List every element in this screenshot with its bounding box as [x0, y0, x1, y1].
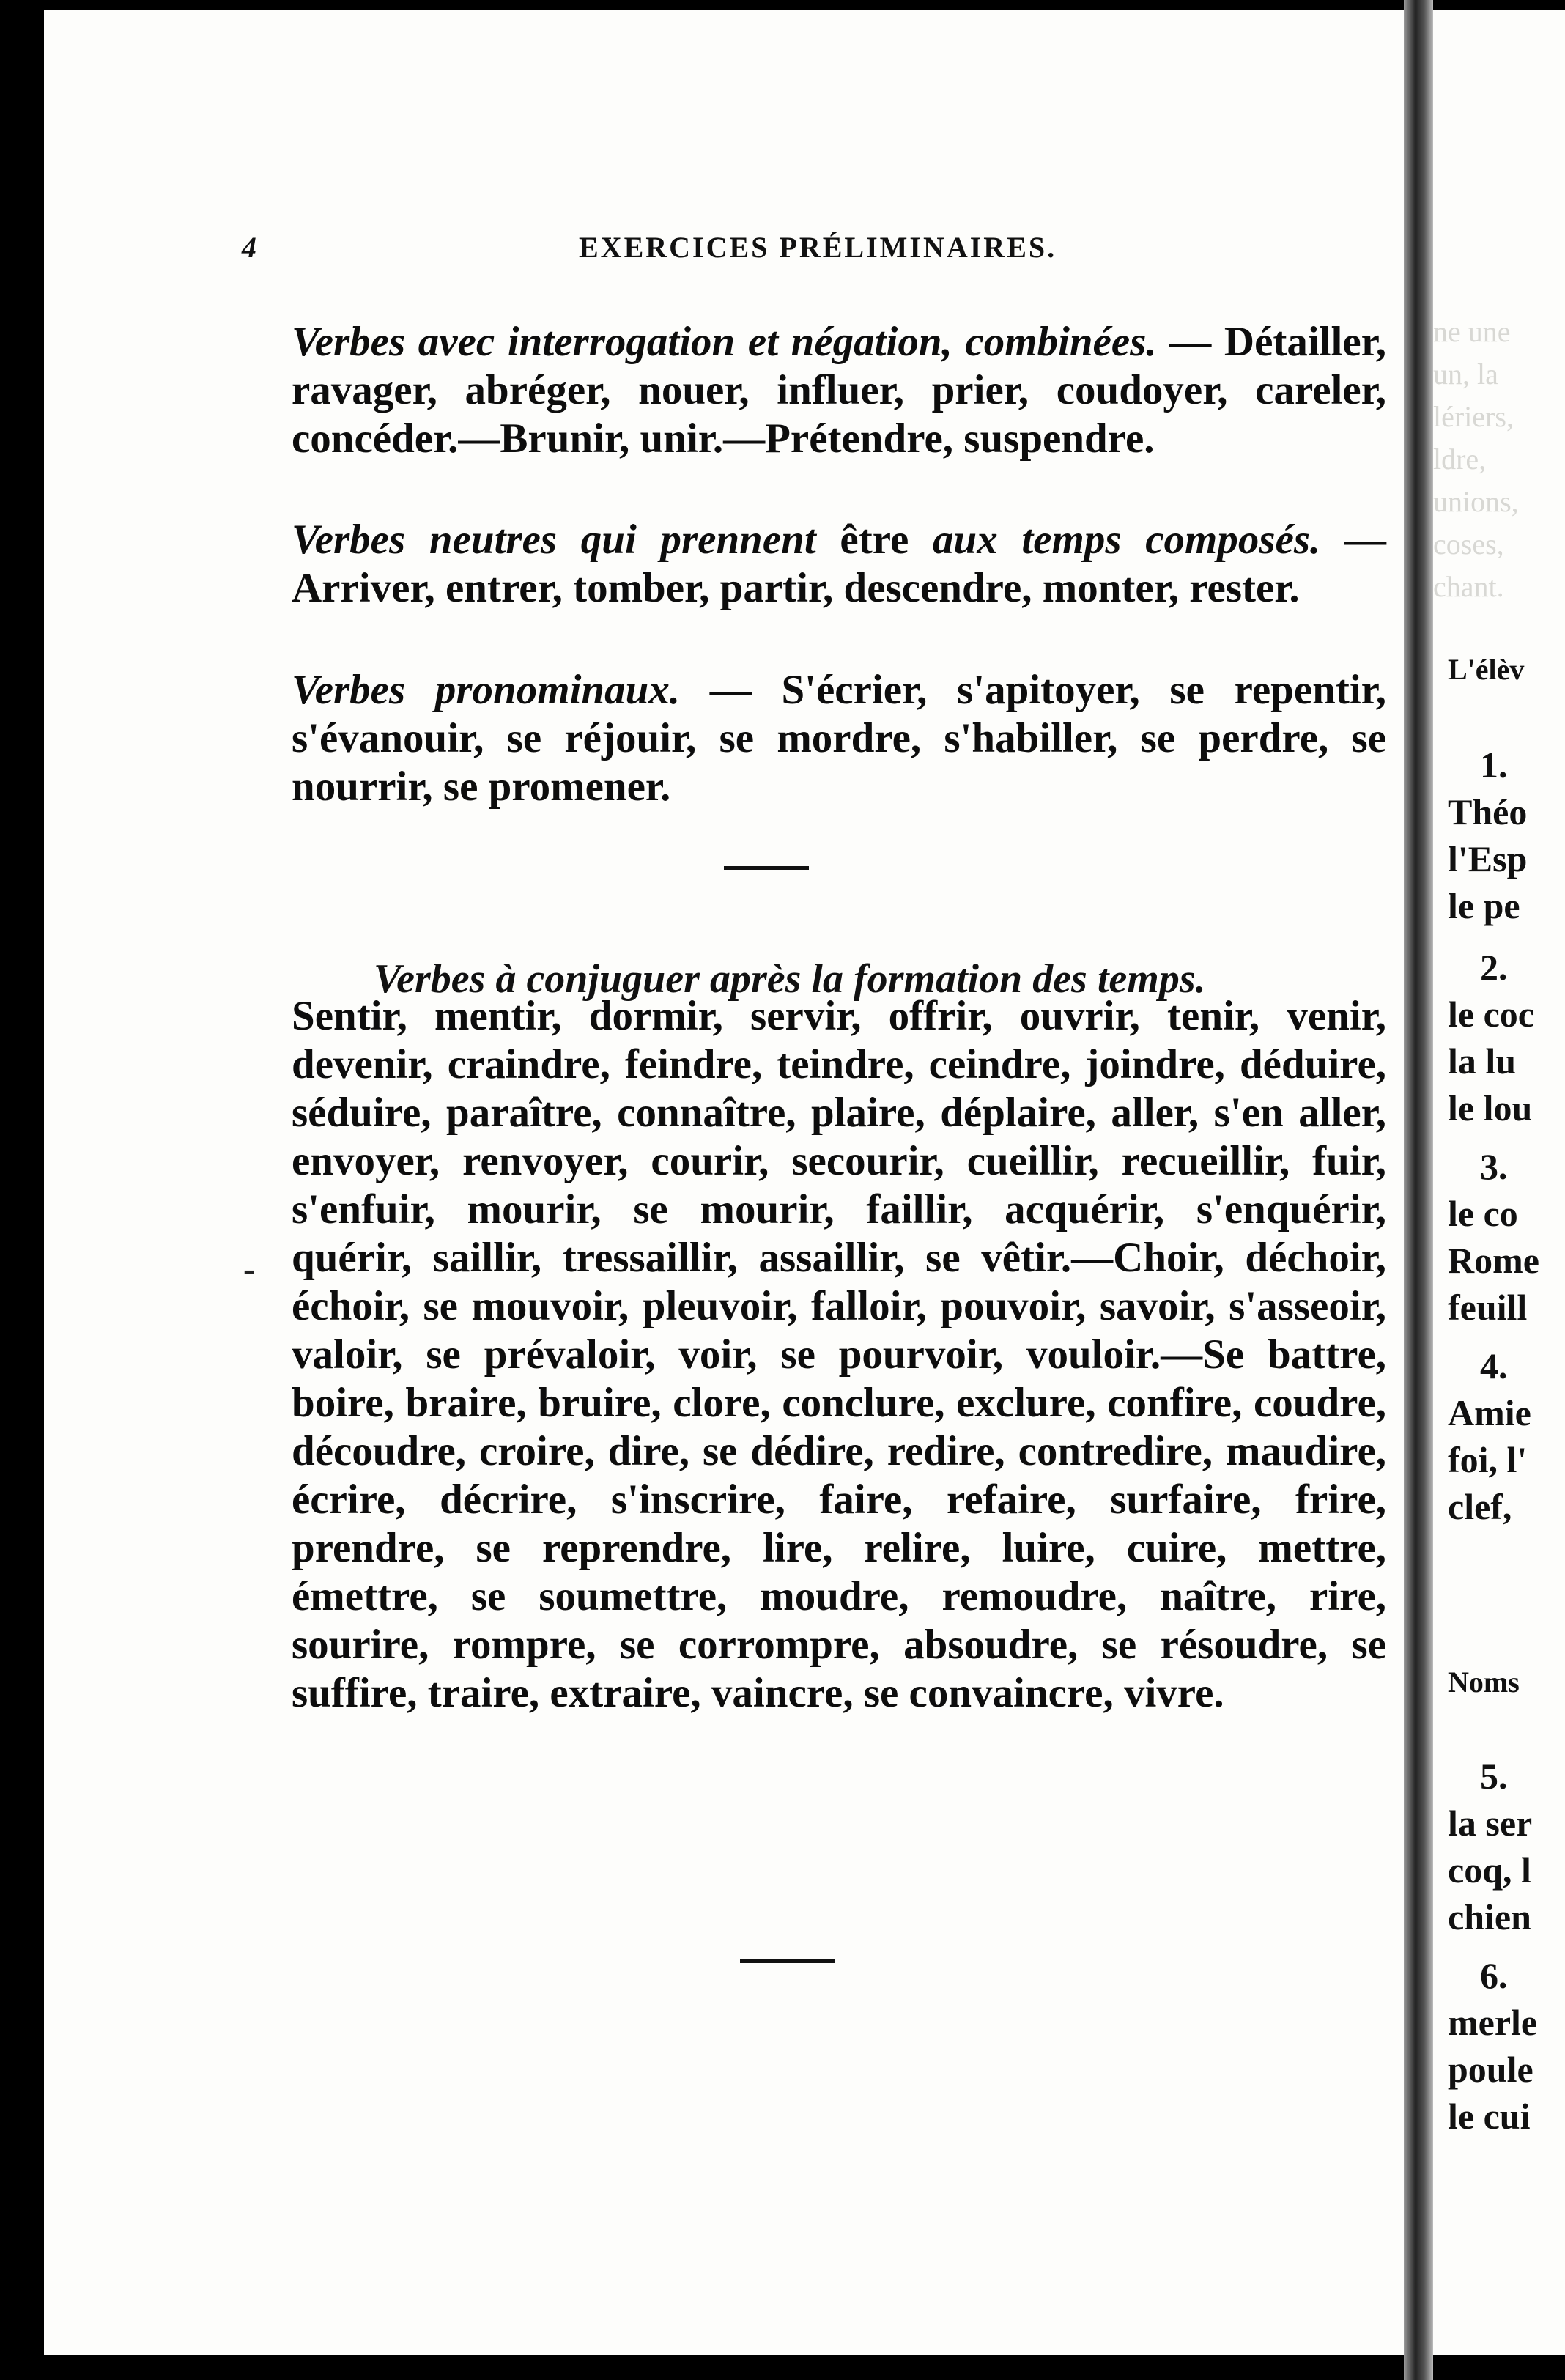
right-page-line: le cui	[1448, 2096, 1531, 2137]
right-page-line: coq, l	[1448, 1849, 1531, 1891]
section-lead: Verbes avec interrogation et négation, combinées.	[292, 319, 1157, 365]
right-page-line: 1.	[1480, 744, 1508, 786]
section-text: — Détailler, ravager, abréger, nouer, influer, prier, coudoyer, careler, concéder.—Brunir, unir.—Prétendre, suspendre.	[292, 319, 1386, 462]
right-page-line: la ser	[1448, 1803, 1533, 1844]
section-pronominal-verbs	[292, 666, 1386, 811]
margin-mark: -	[243, 1249, 255, 1288]
conjugate-verb-list	[292, 992, 1386, 1718]
right-page-line: 4.	[1480, 1345, 1508, 1386]
divider-rule-bottom	[740, 1959, 835, 1963]
section-text: —Arriver, entrer, tomber, partir, descendre, monter, rester.	[292, 517, 1387, 611]
divider-rule	[724, 866, 809, 870]
section-lead: Verbes neutres qui prennent	[292, 517, 816, 563]
section-interrogation-negation	[292, 318, 1386, 463]
bleed-through-line: un, la	[1433, 358, 1498, 391]
section-text: — S'écrier, s'apitoyer, se repentir, s'évanouir, se réjouir, se mordre, s'habiller, se perdre, se nourrir, se promener.	[292, 667, 1386, 810]
right-page-line: la lu	[1448, 1041, 1517, 1082]
right-page-line: l'Esp	[1448, 838, 1528, 879]
bleed-through-line: chant.	[1433, 570, 1504, 603]
right-page-line: Noms	[1448, 1666, 1520, 1699]
bleed-through-line: unions,	[1433, 485, 1519, 518]
right-page-line: L'élèv	[1448, 653, 1525, 686]
right-page-line: 6.	[1480, 1955, 1508, 1996]
right-page-line: poule	[1448, 2049, 1533, 2090]
section-lead-2: aux temps composés.	[933, 517, 1321, 563]
right-page-line: Rome	[1448, 1240, 1539, 1281]
left-page	[44, 10, 1404, 2355]
right-page-line: le co	[1448, 1193, 1518, 1234]
right-page-line: chien	[1448, 1896, 1531, 1937]
right-page-line: le coc	[1448, 994, 1534, 1035]
bleed-through-line: ne une	[1433, 315, 1511, 348]
section-neutral-verbs	[292, 516, 1386, 613]
section-lead: Verbes pronominaux.	[292, 667, 681, 713]
right-page-line: Théo	[1448, 791, 1528, 832]
right-page-line: 3.	[1480, 1146, 1508, 1187]
right-page-line: le pe	[1448, 885, 1520, 926]
right-page-fragment	[1433, 10, 1565, 2355]
conjugate-heading: Verbes à conjuguer après la formation des temps.	[374, 956, 1206, 1002]
right-page-line: Amie	[1448, 1392, 1531, 1433]
bleed-through-line: ldre,	[1433, 443, 1487, 476]
section-text: être	[815, 517, 933, 563]
bleed-through-line: lériers,	[1433, 400, 1514, 433]
right-page-line: 2.	[1480, 947, 1508, 988]
conjugate-text: Sentir, mentir, dormir, servir, offrir, ouvrir, tenir, venir, devenir, craindre, feindre, teindre, ceindre, joindre, déduire, séduire, paraître, connaître, plaire, déplaire, aller, s'en aller, envoyer, renvoyer, courir, secourir, cueillir, recueillir, fuir, s'enfuir, mourir, se mourir, faillir, acquérir, s'enquérir, quérir, saillir, tressaillir, assaillir, se vêtir.—Choir, déchoir, échoir, se mouvoir, pleuvoir, falloir, pouvoir, savoir, s'asseoir, valoir, se prévaloir, voir, se pourvoir, vouloir.—Se battre, boire, braire, bruire, clore, conclure, exclure, confire, coudre, découdre, croire, dire, se dédire, redire, contredire, maudire, écrire, décrire, s'inscrire, faire, refaire, surfaire, frire, prendre, se reprendre, lire, relire, luire, cuire, mettre, émettre, se soumettre, moudre, remoudre, naître, rire, sourire, rompre, se corrompre, absoudre, se résoudre, se suffire, traire, extraire, vaincre, se convaincre, vivre.	[292, 993, 1386, 1716]
right-page-line: feuill	[1448, 1287, 1528, 1328]
running-head: EXERCICES PRÉLIMINAIRES.	[579, 231, 1057, 264]
right-page-line: foi, l'	[1448, 1439, 1528, 1480]
bleed-through-line: coses,	[1433, 528, 1504, 561]
bleed-through-right	[1433, 311, 1565, 608]
right-page-line: clef,	[1448, 1486, 1512, 1527]
right-page-line: le lou	[1448, 1087, 1533, 1128]
right-page-line: merle	[1448, 2002, 1538, 2043]
book-gutter	[1404, 0, 1433, 2380]
right-page-line: 5.	[1480, 1756, 1508, 1797]
page-number: 4	[242, 231, 259, 264]
